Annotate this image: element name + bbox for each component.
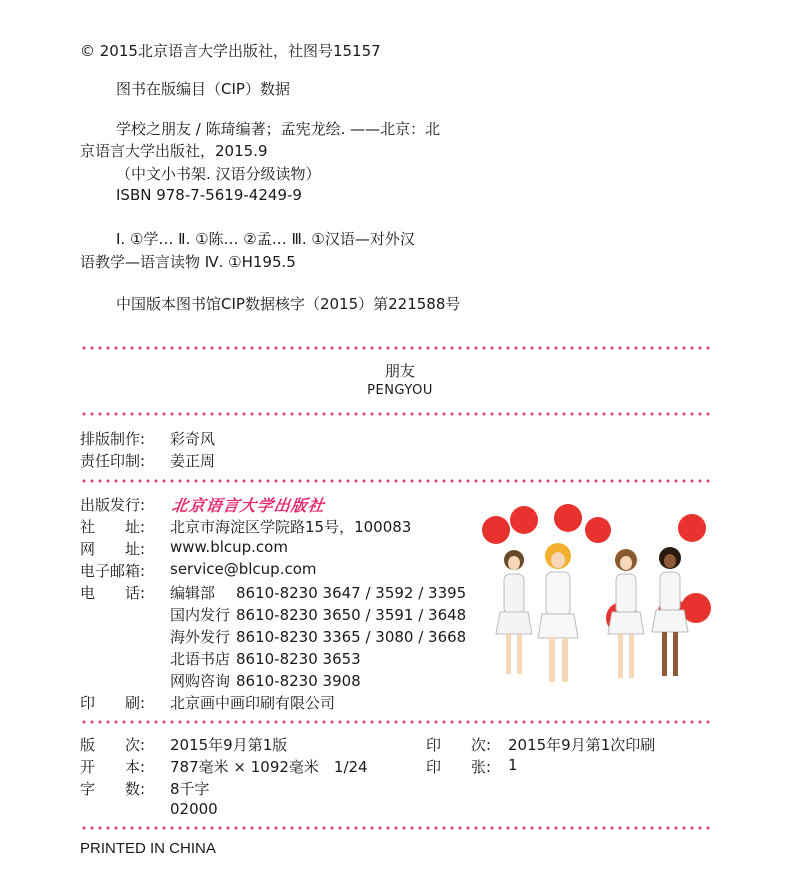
phone-row [170,626,466,647]
dotted-divider [80,826,710,830]
printing-value: 2015年9月第1次印刷 [508,736,656,754]
phone-number: 8610-8230 3365 / 3080 / 3668 [236,628,467,646]
edition-value: 2015年9月第1版 [170,736,288,754]
copyright-line: © 2015北京语言大学出版社，社图号15157 [80,42,381,60]
phone-dept: 北语书店 [170,650,231,668]
sheets-label: 印 张: [426,758,492,776]
cheerleader-figure [608,549,644,678]
printed-in-china: PRINTED IN CHINA [80,840,216,857]
cheerleader-figure [538,543,578,682]
phone-number: 8610-8230 3647 / 3592 / 3395 [236,584,467,602]
phone-row [170,670,361,691]
phone-row [170,648,361,669]
book-title: 朋友 [384,362,415,380]
edition-label: 版 次: [80,736,146,754]
cip-line-2: 京语言大学出版社，2015.9 [80,142,268,160]
typesetting-label: 排版制作: [80,430,146,448]
cheerleader-figure [496,550,532,674]
classification-line-1: Ⅰ. ①学… Ⅱ. ①陈… ②孟… Ⅲ. ①汉语—对外汉 [116,230,415,248]
address-value: 北京市海淀区学院路15号，100083 [170,518,412,536]
book-title-pinyin: PENGYOU [367,383,433,398]
phone-dept: 海外发行 [170,628,231,646]
phone-row [170,604,466,625]
price-code: 02000 [170,800,218,818]
words-label: 字 数: [80,780,146,798]
website-label: 网 址: [80,540,146,558]
phone-dept: 国内发行 [170,606,231,624]
phone-dept: 网购咨询 [170,672,231,690]
dotted-divider [80,720,710,724]
format-label: 开 本: [80,758,146,776]
format-value: 787毫米 × 1092毫米 1/24 [170,758,368,776]
email-link[interactable]: service@blcup.com [170,560,317,578]
phone-dept: 编辑部 [170,584,216,602]
cip-number: 中国版本图书馆CIP数据核字（2015）第221588号 [116,295,461,313]
dotted-divider [80,346,710,350]
publisher-logo: 北京语言大学出版社 [170,496,327,515]
dotted-divider [80,412,710,416]
website-link[interactable]: www.blcup.com [170,538,288,556]
classification-line-2: 语教学—语言读物 Ⅳ. ①H195.5 [80,253,296,271]
typesetting-value: 彩奇风 [170,430,216,448]
publisher-label: 出版发行: [80,496,146,514]
email-label: 电子邮箱: [80,562,146,580]
printer-value: 北京画中画印刷有限公司 [170,694,336,712]
print-manager-label: 责任印制: [80,452,146,470]
cheerleader-figure [652,547,688,676]
print-manager-value: 姜正周 [170,452,216,470]
cip-line-1: 学校之朋友 / 陈琦编著；孟宪龙绘. ——北京：北 [116,120,441,138]
address-label: 社 址: [80,518,146,536]
cheerleaders-illustration [466,500,722,700]
phone-number: 8610-8230 3908 [236,672,361,690]
isbn: ISBN 978-7-5619-4249-9 [116,186,302,204]
printing-label: 印 次: [426,736,492,754]
dotted-divider [80,479,710,483]
sheets-value: 1 [508,756,518,774]
cip-line-3: （中文小书架. 汉语分级读物） [116,165,321,183]
phone-number: 8610-8230 3650 / 3591 / 3648 [236,606,467,624]
phone-label: 电 话: [80,584,146,602]
words-value: 8千字 [170,780,210,798]
phone-row [170,582,466,603]
printer-label: 印 刷: [80,694,146,712]
phone-number: 8610-8230 3653 [236,650,361,668]
cip-heading: 图书在版编目（CIP）数据 [116,80,290,98]
